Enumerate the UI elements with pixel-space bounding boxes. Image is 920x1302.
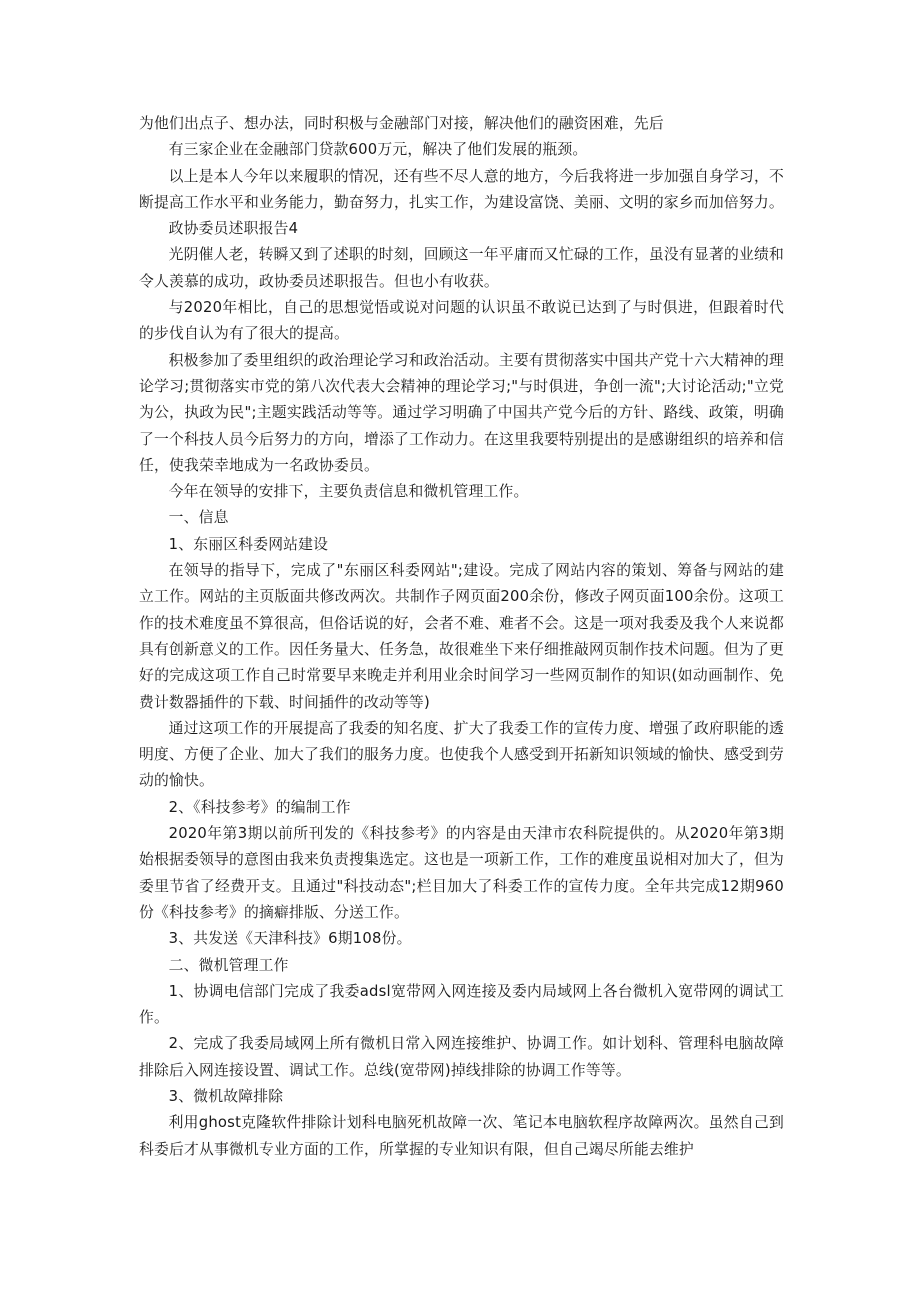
paragraph-5: 光阴催人老，转瞬又到了述职的时刻，回顾这一年平庸而又忙碌的工作，虽没有显著的业绩和令人羡慕的成功，政协委员述职报告。但也小有收获。 bbox=[139, 246, 784, 290]
paragraph-17: 1、协调电信部门完成了我委adsl宽带网入网连接及委内局域网上各台微机入宽带网的调试工作。 bbox=[139, 982, 784, 1027]
paragraph-7: 积极参加了委里组织的政治理论学习和政治活动。主要有贯彻落实中国共产党十六大精神的理论学习;贯彻落实市党的第八次代表大会精神的理论学习;"与时俱进，争创一流";大讨论活动;"立党为公，执政为民";主题实践活动等等。通过学习明确了中国共产党今后的方针、路线、政策，明确了一个科技人员今后努力的方向，增添了工作动力。在这里我要特别提出的是感谢组织的培养和信任，使我荣幸地成为一名政协委员。 bbox=[139, 351, 784, 474]
paragraph-11: 在领导的指导下，完成了"东丽区科委网站";建设。完成了网站内容的策划、筹备与网站的建立工作。网站的主页版面共修改两次。共制作子网页面200余份，修改子网页面100余份。这项工作的技术难度虽不算很高，但俗话说的好，会者不难、难者不会。这是一项对我委及我个人来说都具有创新意义的工作。因任务量大、任务急，故很难坐下来仔细推敲网页制作技术问题。但为了更好的完成这项工作自己时常要早来晚走并利用业余时间学习一些网页制作的知识(如动画制作、免费计数器插件的下载、时间插件的改动等等) bbox=[139, 562, 784, 711]
paragraph-12: 通过这项工作的开展提高了我委的知名度、扩大了我委工作的宣传力度、增强了政府职能的透明度、方便了企业、加大了我们的服务力度。也使我个人感受到开拓新知识领域的愉快、感受到劳动的愉快。 bbox=[139, 719, 784, 790]
paragraph-15: 3、共发送《天津科技》6期108份。 bbox=[168, 930, 412, 948]
paragraph-1: 为他们出点子、想办法，同时积极与金融部门对接，解决他们的融资困难，先后 bbox=[139, 115, 664, 132]
paragraph-3: 以上是本人今年以来履职的情况，还有些不尽人意的地方，今后我将进一步加强自身学习，不断提高工作水平和业务能力，勤奋努力，扎实工作，为建设富饶、美丽、文明的家乡而加倍努力。 bbox=[139, 167, 784, 211]
heading-website: 1、东丽区科委网站建设 bbox=[168, 535, 329, 553]
paragraph-2: 有三家企业在金融部门贷款600万元，解决了他们发展的瓶颈。 bbox=[168, 141, 588, 159]
heading-computer-management: 二、微机管理工作 bbox=[168, 956, 289, 974]
paragraph-14: 2020年第3期以前所刊发的《科技参考》的内容是由天津市农科院提供的。从2020年第3期始根据委领导的意图由我来负责搜集选定。这也是一项新工作，工作的难度虽说相对加大了，但为委里节省了经费开支。且通过"科技动态";栏目加大了科委工作的宣传力度。全年共完成12期960份《科技参考》的摘癖排版、分送工作。 bbox=[139, 825, 784, 921]
paragraph-8: 今年在领导的安排下，主要负责信息和微机管理工作。 bbox=[168, 483, 529, 501]
heading-information: 一、信息 bbox=[168, 509, 229, 527]
section-heading-report-4: 政协委员述职报告4 bbox=[168, 220, 299, 238]
document-body bbox=[139, 111, 784, 1163]
paragraph-6: 与2020年相比，自己的思想觉悟或说对问题的认识虽不敢说已达到了与时俱进，但跟着时代的步伐自认为有了很大的提高。 bbox=[139, 299, 784, 343]
paragraph-20: 利用ghost克隆软件排除计划科电脑死机故障一次、笔记本电脑软程序故障两次。虽然自己到科委后才从事微机专业方面的工作，所掌握的专业知识有限，但自己竭尽所能去维护 bbox=[139, 1114, 784, 1158]
heading-troubleshooting: 3、微机故障排除 bbox=[168, 1087, 284, 1105]
paragraph-18: 2、完成了我委局域网上所有微机日常入网连接维护、协调工作。如计划科、管理科电脑故障排除后入网连接设置、调试工作。总线(宽带网)掉线排除的协调工作等等。 bbox=[139, 1035, 784, 1079]
heading-tech-reference: 2、《科技参考》的编制工作 bbox=[168, 798, 351, 816]
